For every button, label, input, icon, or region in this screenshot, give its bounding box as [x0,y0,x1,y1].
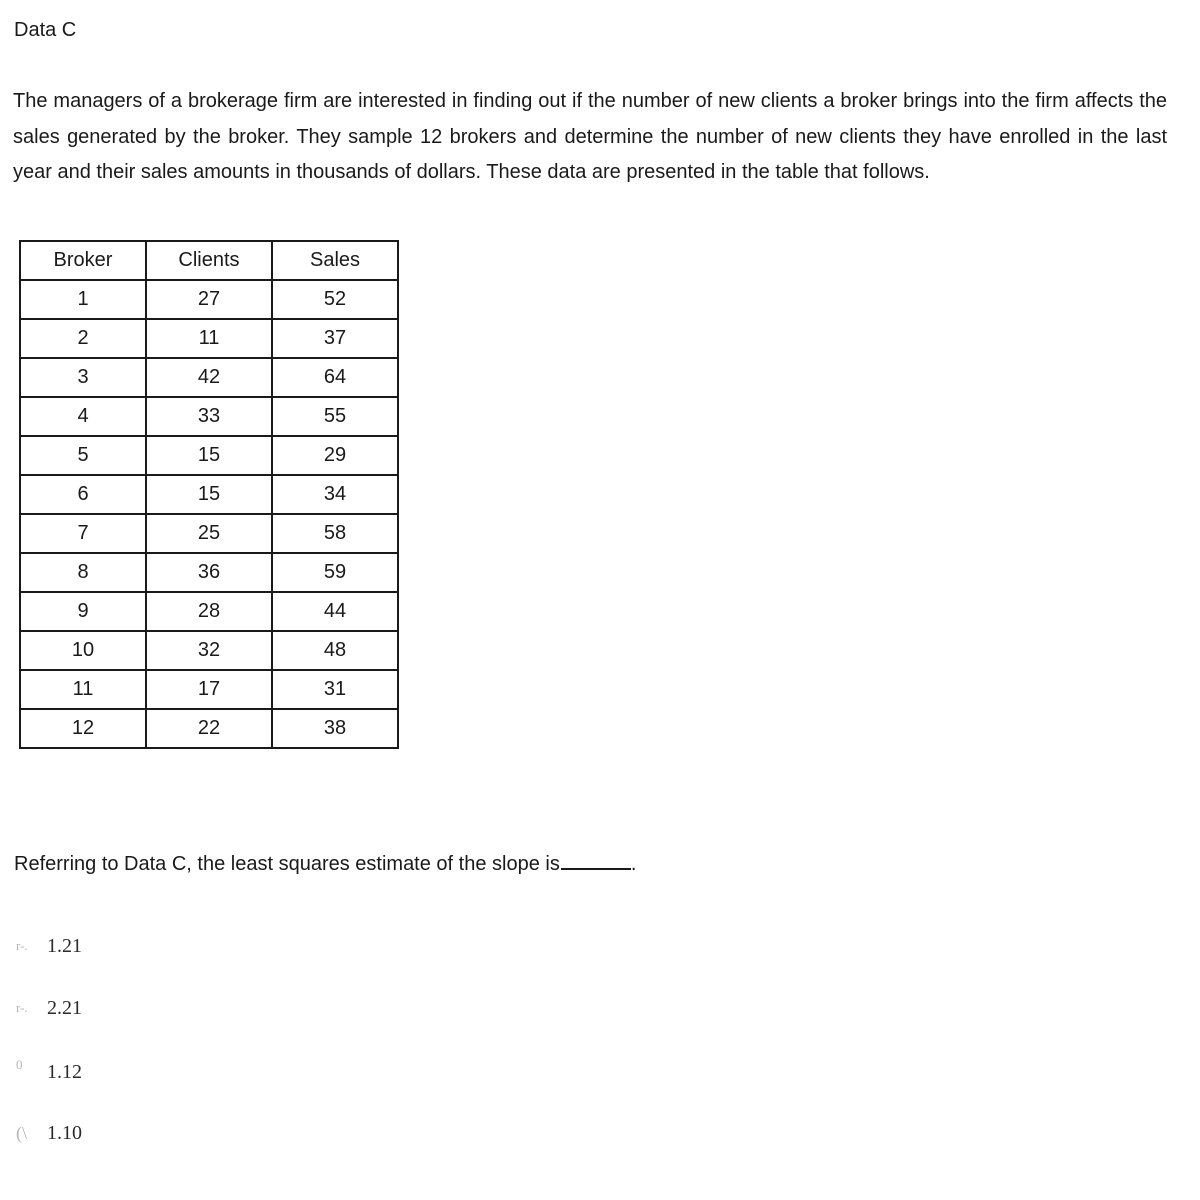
broker-data-table [19,240,399,749]
broker-cell: 11 [20,670,146,709]
broker-cell: 1 [20,280,146,319]
sales-cell: 38 [272,709,398,748]
sales-cell: 52 [272,280,398,319]
radio-button-icon[interactable]: r-. [16,1000,28,1015]
answer-option-label[interactable]: 2.21 [47,996,82,1019]
answer-option-label[interactable]: 1.21 [47,934,82,957]
table-row [20,397,398,436]
broker-cell: 4 [20,397,146,436]
table-row [20,709,398,748]
radio-button-icon[interactable]: (\ [16,1122,27,1143]
table-row [20,592,398,631]
table-row [20,358,398,397]
broker-cell: 5 [20,436,146,475]
table-row [20,475,398,514]
clients-cell: 15 [146,475,272,514]
clients-cell: 33 [146,397,272,436]
sales-cell: 64 [272,358,398,397]
question-prompt [14,851,636,877]
clients-cell: 11 [146,319,272,358]
sales-cell: 31 [272,670,398,709]
sales-cell: 48 [272,631,398,670]
table-row [20,280,398,319]
clients-cell: 28 [146,592,272,631]
table-row [20,670,398,709]
clients-cell: 42 [146,358,272,397]
clients-cell: 15 [146,436,272,475]
sales-cell: 58 [272,514,398,553]
column-header-sales: Sales [272,241,398,280]
page-title: Data C [14,19,77,41]
broker-cell: 8 [20,553,146,592]
answer-option[interactable] [16,1057,82,1087]
problem-description: The managers of a brokerage firm are interested in finding out if the number of new clients a broker brings into the firm affects the sales generated by the broker. They sample 12 brokers and determine the number of new clients they have enrolled in the last year and their sales amounts in thousands of dollars. These data are presented in the table that follows. [13,90,1167,183]
clients-cell: 36 [146,553,272,592]
clients-cell: 27 [146,280,272,319]
question-end: . [630,853,637,875]
sales-cell: 29 [272,436,398,475]
column-header-broker: Broker [20,241,146,280]
table-row [20,553,398,592]
answer-option-label[interactable]: 1.10 [47,1121,82,1144]
radio-button-icon[interactable]: 0 [16,1057,23,1072]
clients-cell: 22 [146,709,272,748]
broker-cell: 3 [20,358,146,397]
answer-option-label[interactable]: 1.12 [47,1060,82,1083]
clients-cell: 32 [146,631,272,670]
sales-cell: 55 [272,397,398,436]
column-header-clients: Clients [146,241,272,280]
radio-button-icon[interactable]: r-. [16,938,28,953]
broker-cell: 7 [20,514,146,553]
broker-cell: 6 [20,475,146,514]
clients-cell: 17 [146,670,272,709]
sales-cell: 44 [272,592,398,631]
sales-cell: 37 [272,319,398,358]
answer-option[interactable] [16,1118,82,1148]
sales-cell: 59 [272,553,398,592]
question-text: Referring to Data C, the least squares estimate of the slope is [14,853,560,875]
broker-cell: 2 [20,319,146,358]
table-row [20,514,398,553]
answer-option[interactable] [16,931,82,961]
answer-option[interactable] [16,993,82,1023]
answer-blank [561,867,631,870]
sales-cell: 34 [272,475,398,514]
broker-cell: 9 [20,592,146,631]
broker-cell: 12 [20,709,146,748]
broker-cell: 10 [20,631,146,670]
clients-cell: 25 [146,514,272,553]
table-row [20,436,398,475]
table-header-row [20,241,398,280]
table-row [20,631,398,670]
table-row [20,319,398,358]
